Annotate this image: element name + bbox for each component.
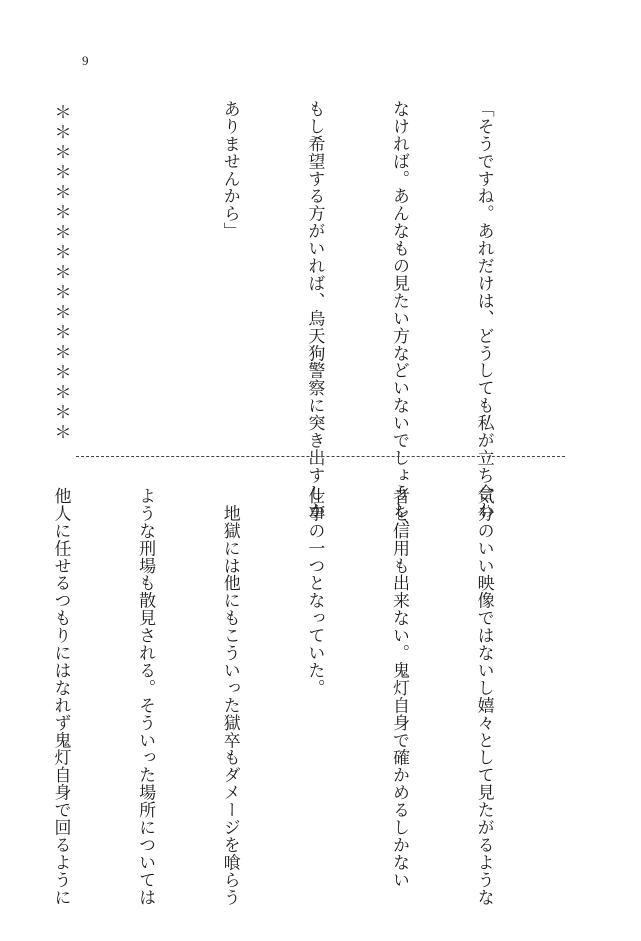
text-line: 地獄には他にもこういった獄卒もダメージを喰らう: [219, 487, 240, 906]
dialogue-line: なければ。あんなもの見たい方などいないでしょうし、: [388, 100, 409, 537]
page-number: 9: [82, 53, 89, 68]
dialogue-line: もし希望する方がいれば、烏天狗警察に突き出すしか: [304, 100, 325, 519]
scene-separator: ＊＊＊＊＊＊＊＊＊＊＊＊＊＊＊＊＊: [50, 102, 71, 443]
upper-text-block: [0, 100, 554, 537]
text-line: ような刑場も散見される。そういった場所については: [135, 487, 156, 906]
text-line: 気分のいい映像ではないし嬉々として見たがるような: [473, 487, 494, 906]
section-divider: [76, 456, 565, 457]
text-line: 者を信用も出来ない。鬼灯自身で確かめるしかない: [388, 487, 409, 889]
dialogue-line: 「そうですね。あれだけは、どうしても私が立ち合わ: [473, 100, 494, 519]
lower-text-block: [0, 487, 554, 906]
blank-line: [131, 100, 159, 445]
text-line: 仕事の一つとなっていた。: [304, 487, 325, 697]
text-line: 他人に任せるつもりにはなれず鬼灯自身で回るように: [50, 487, 71, 906]
dialogue-line: ありませんから」: [219, 100, 240, 240]
